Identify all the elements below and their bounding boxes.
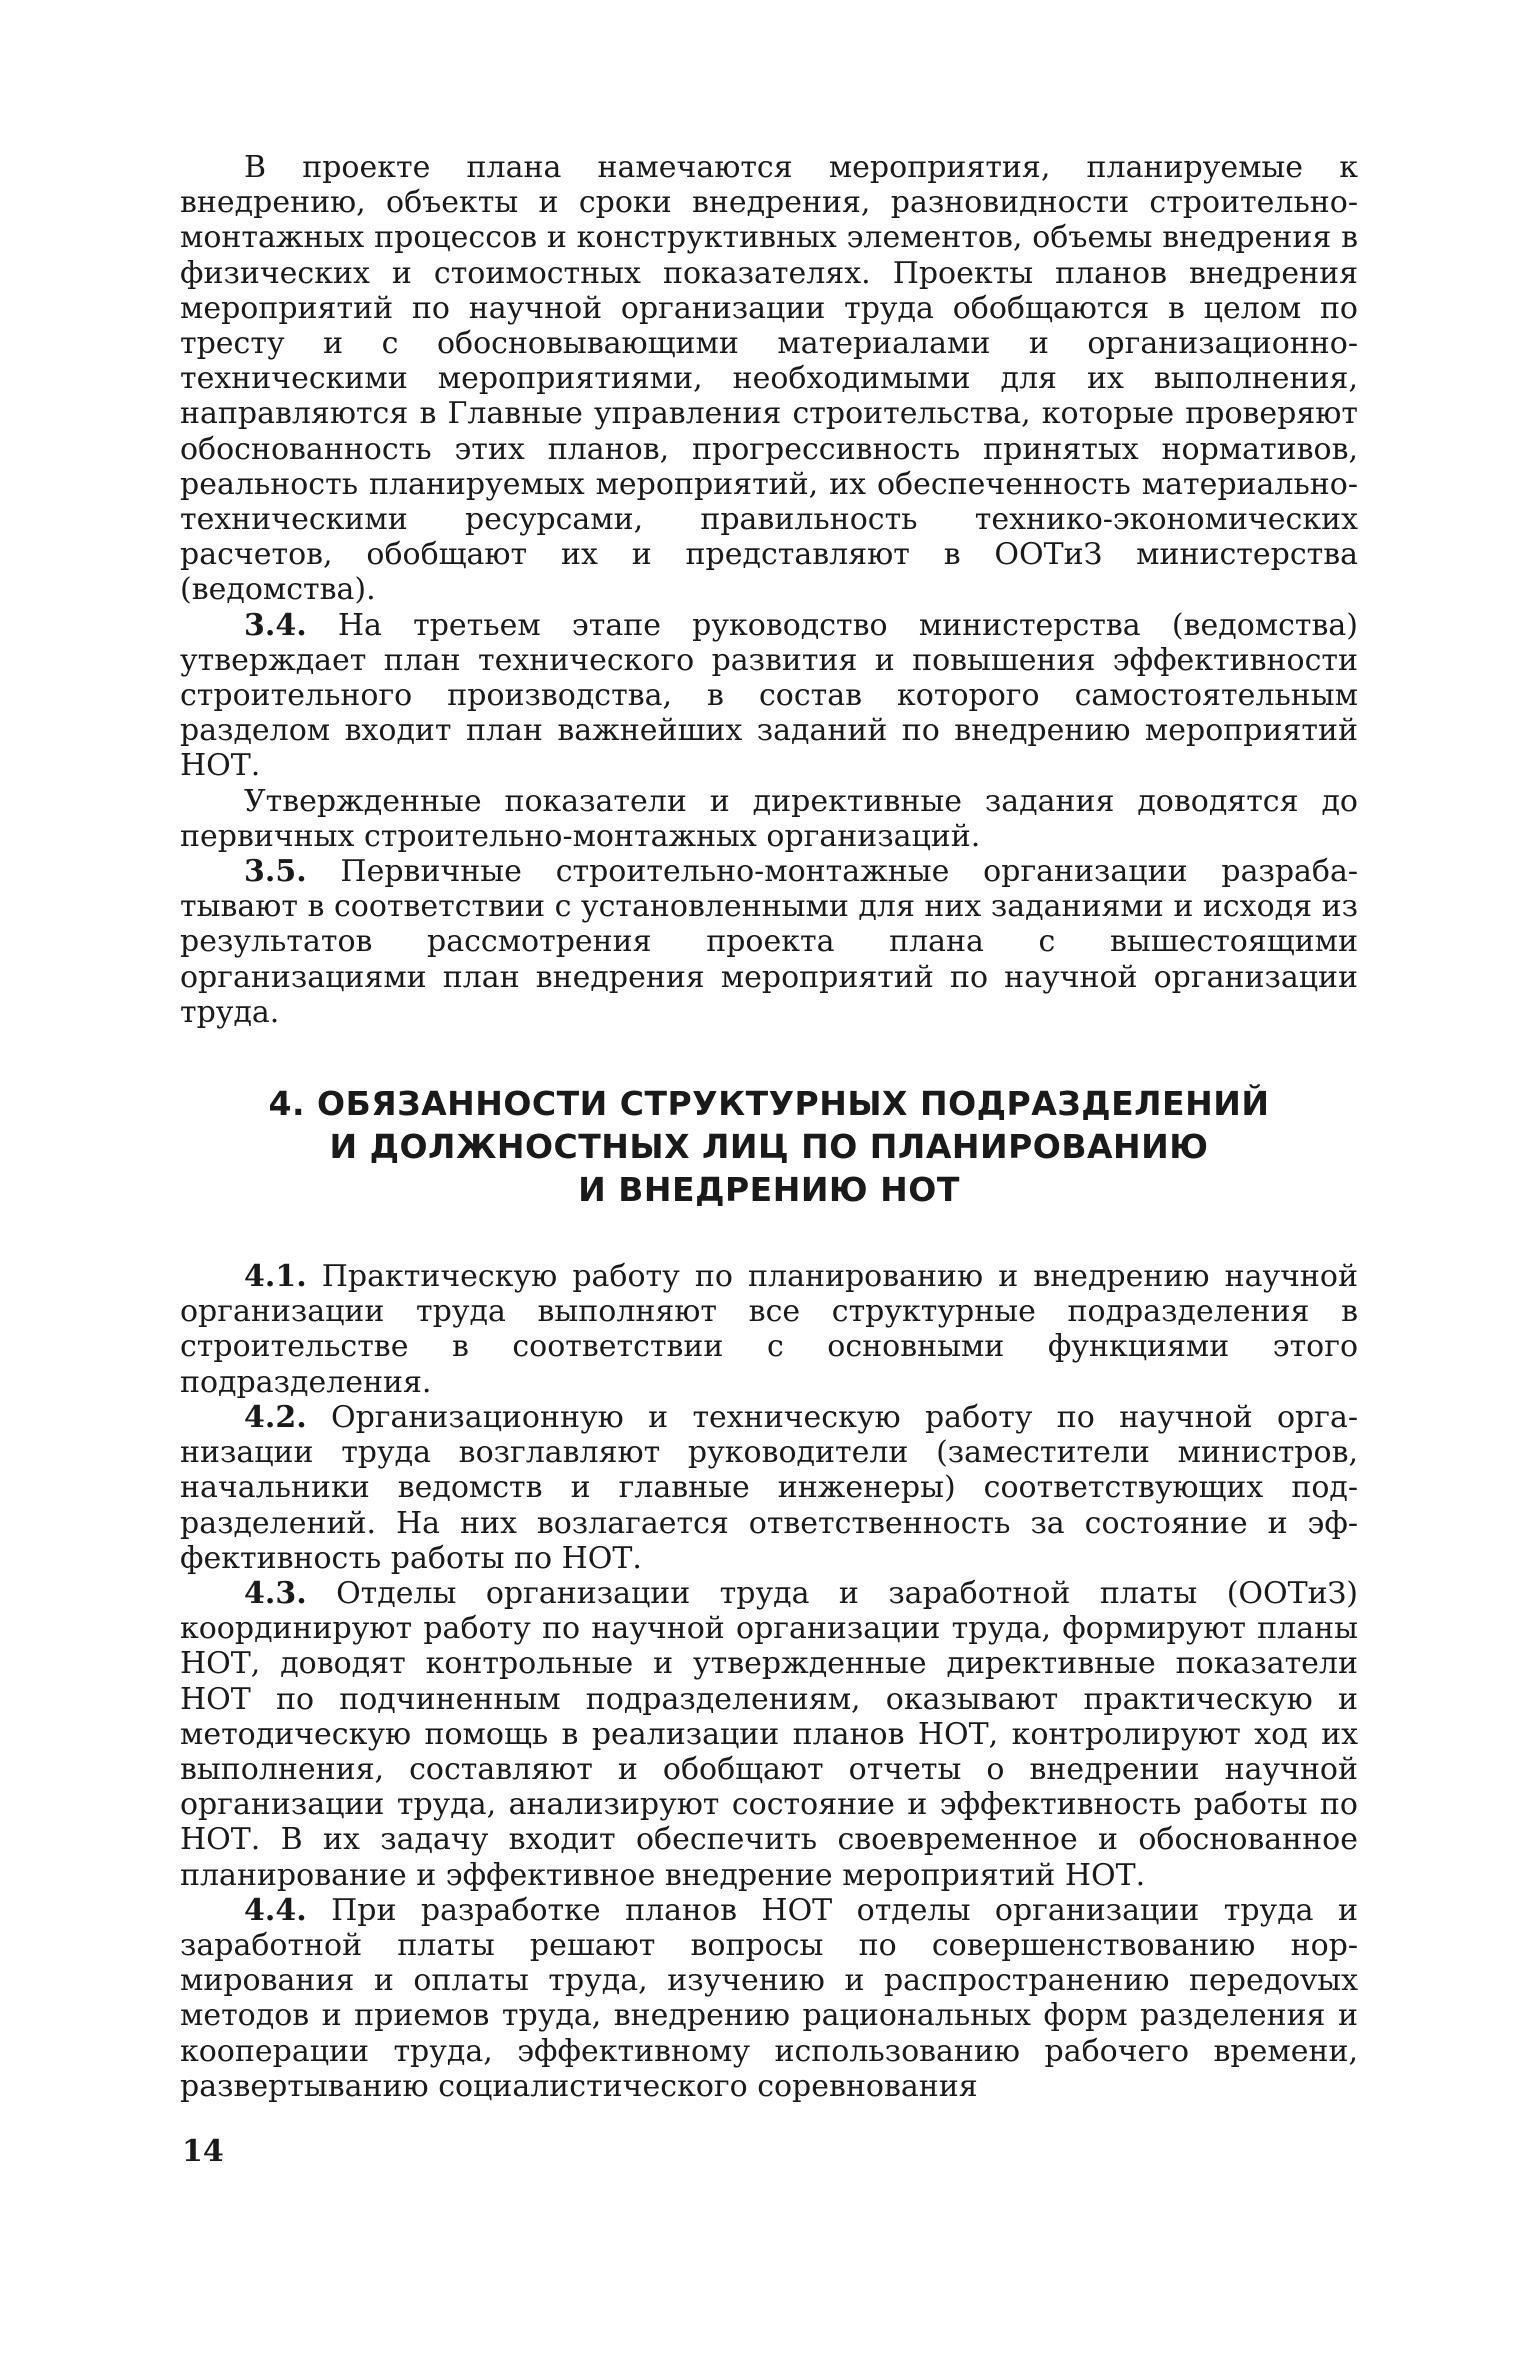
paragraph <box>180 1576 1358 1893</box>
page-number: 14 <box>182 2134 224 2169</box>
paragraph-text: Организационную и техническую работу по научной организации труда возглавляют руководители (заместители министров, начальники ведомств и главные инженеры) соответствующих подразделений. На них возлагается ответственность за состояние и эффективность работы по НОТ. <box>180 1399 1358 1576</box>
paragraph <box>180 784 1358 854</box>
paragraph <box>180 608 1358 784</box>
document-page <box>180 150 1358 2104</box>
paragraph-text: Отделы организации труда и заработной платы (ООТиЗ) координируют работу по научной организации труда, формируют планы НОТ, доводят контрольные и утвержденные директивные показатели НОТ по подчиненным подразделениям, оказывают практическую и методическую помощь в реализации планов НОТ, контролируют ход их выполнения, составляют и обобщают отчеты о внедрении научной организации труда, анализируют состояние и эффективность работы по НОТ. В их задачу входит обеспечить своевременное и обоснованное планирование и эффективное внедрение мероприятий НОТ. <box>180 1575 1358 1893</box>
paragraph-text: На третьем этапе руководство министерства (ведомства) утверждает план технического развития и повышения эффективности строительного производства, в состав которого самостоятельным разделом входит план важнейших заданий по внедрению мероприятий НОТ. <box>180 607 1358 784</box>
paragraph-text: В проекте плана намечаются мероприятия, планируемые к внедрению, объекты и сроки внедрения, разновидности строительно-монтажных процессов и конструктивных элементов, объемы внедрения в физических и стоимостных показателях. Проекты планов внедрения мероприятий по научной организации труда обобщаются в целом по тресту и с обосновывающими материалами и организационно-техническими мероприятиями, необходимыми для их выполнения, направляются в Главные управления строительства, которые проверяют обоснованность этих планов, прогрессивность принятых нормативов, реальность планируемых мероприятий, их обеспеченность материально-техническими ресурсами, правильность технико-экономических расчетов, обобщают их и представляют в ООТиЗ министерства (ведомства). <box>180 150 1358 608</box>
top-paragraphs <box>180 150 1358 1030</box>
section-heading-line: И ДОЛЖНОСТНЫХ ЛИЦ ПО ПЛАНИРОВАНИЮ <box>329 1127 1209 1167</box>
paragraph <box>180 854 1358 1030</box>
paragraph <box>180 1259 1358 1400</box>
paragraph <box>180 1400 1358 1576</box>
paragraph-number: 3.5. <box>244 854 307 890</box>
paragraph-text: При разработке планов НОТ отделы организации труда и заработной платы решают вопросы по совершенствованию нормирования и оплаты труда, изучению и распространению передоvых методов и приемов труда, внедрению рациональных форм разделения и кооперации труда, эффективному использованию рабочего времени, развертыванию социалистического соревнования <box>180 1892 1358 2104</box>
paragraph-text: Утвержденные показатели и директивные задания доводятся до первичных строительно-монтажных организаций. <box>180 783 1358 854</box>
section-heading <box>180 1082 1358 1211</box>
paragraph-number: 4.4. <box>244 1892 307 1928</box>
paragraph-text: Первичные строительно-монтажные организации разрабатывают в соответствии с установленными для них заданиями и исходя из результатов рассмотрения проекта плана с вышестоящими организациями план внедрения мероприятий по научной организации труда. <box>180 854 1358 1030</box>
section-heading-line: 4. ОБЯЗАННОСТИ СТРУКТУРНЫХ ПОДРАЗДЕЛЕНИЙ <box>268 1084 1270 1124</box>
paragraph-number: 4.1. <box>244 1259 307 1295</box>
paragraph-text: Практическую работу по планированию и внедрению научной организации труда выполняют все структурные подразделения в строительстве в соответствии с основными функциями этого подразделения. <box>180 1259 1358 1400</box>
paragraph <box>180 1893 1358 2104</box>
bottom-paragraphs <box>180 1259 1358 2104</box>
section-heading-line: И ВНЕДРЕНИЮ НОТ <box>578 1170 960 1210</box>
paragraph <box>180 150 1358 608</box>
paragraph-number: 4.2. <box>244 1399 307 1435</box>
paragraph-number: 4.3. <box>244 1575 307 1611</box>
paragraph-number: 3.4. <box>244 607 307 643</box>
